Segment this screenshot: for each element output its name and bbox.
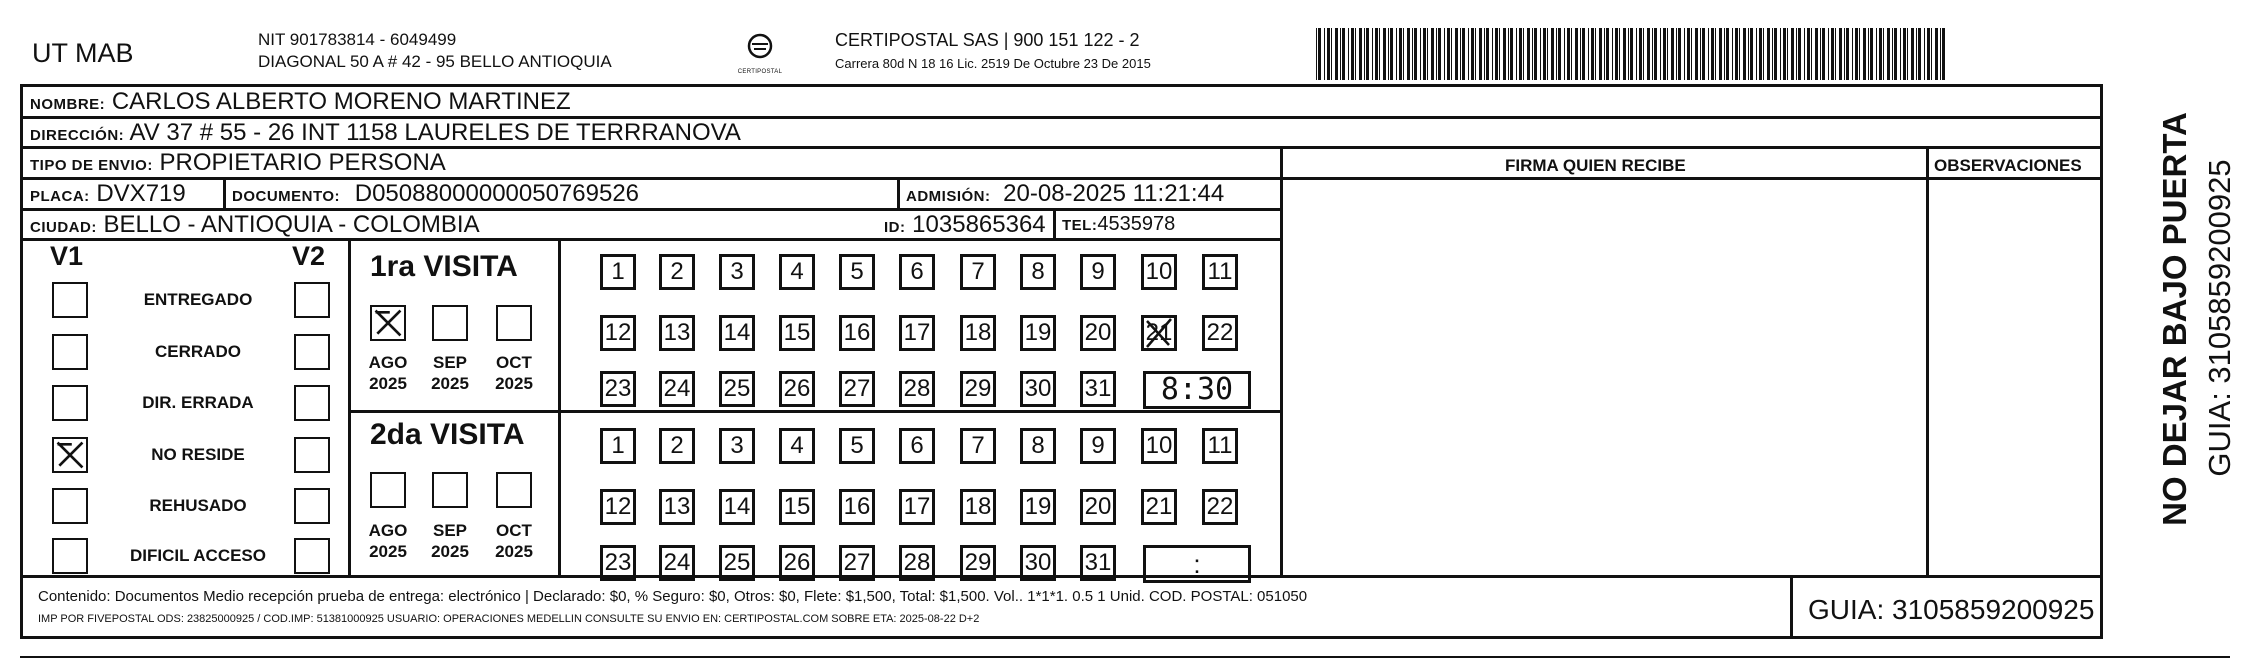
day-box[interactable]: 11 xyxy=(1202,254,1238,290)
v2-checkbox[interactable] xyxy=(294,538,330,574)
direccion-row: DIRECCIÓN: AV 37 # 55 - 26 INT 1158 LAURELES DE TERRRANOVA xyxy=(30,119,741,146)
tipo-envio-row: TIPO DE ENVIO: PROPIETARIO PERSONA xyxy=(30,149,446,176)
day-box[interactable]: 21 xyxy=(1141,489,1177,525)
day-box[interactable]: 10 xyxy=(1141,428,1177,464)
day-box[interactable]: 25 xyxy=(719,545,755,581)
documento-value: D05088000000050769526 xyxy=(354,180,640,207)
day-box[interactable]: 20 xyxy=(1080,489,1116,525)
side-guia: GUIA: 3105859200925 xyxy=(2202,159,2237,477)
barcode xyxy=(1316,28,1954,80)
day-box[interactable]: 21 xyxy=(1141,315,1177,351)
day-box[interactable]: 22 xyxy=(1202,315,1238,351)
month-label: AGO 2025 xyxy=(368,521,408,561)
ciudad-cell: CIUDAD: BELLO - ANTIOQUIA - COLOMBIA xyxy=(30,211,480,238)
status-label: CERRADO xyxy=(155,342,241,361)
v1-checkbox[interactable] xyxy=(52,437,88,473)
carrier-name: CERTIPOSTAL SAS | 900 151 122 - 2 xyxy=(835,30,1140,50)
day-box[interactable]: 28 xyxy=(899,545,935,581)
nombre-value: CARLOS ALBERTO MORENO MARTINEZ xyxy=(111,88,571,115)
company-address: DIAGONAL 50 A # 42 - 95 BELLO ANTIOQUIA xyxy=(258,52,612,71)
day-box[interactable]: 26 xyxy=(779,371,815,407)
v1-checkbox[interactable] xyxy=(52,282,88,318)
id-cell: ID: 1035865364 xyxy=(884,211,1046,238)
month-checkbox[interactable] xyxy=(496,472,532,508)
ciudad-value: BELLO - ANTIOQUIA - COLOMBIA xyxy=(103,211,480,238)
day-box[interactable]: 9 xyxy=(1080,428,1116,464)
v2-checkbox[interactable] xyxy=(294,282,330,318)
day-box[interactable]: 25 xyxy=(719,371,755,407)
day-box[interactable]: 10 xyxy=(1141,254,1177,290)
status-label: REHUSADO xyxy=(149,496,247,515)
day-box[interactable]: 20 xyxy=(1080,315,1116,351)
month-checkbox[interactable] xyxy=(496,305,532,341)
placa-value: DVX719 xyxy=(96,180,186,207)
day-box[interactable]: 24 xyxy=(659,545,695,581)
v2-header: V2 xyxy=(292,241,326,271)
day-box[interactable]: 13 xyxy=(659,489,695,525)
day-box[interactable]: 22 xyxy=(1202,489,1238,525)
day-box[interactable]: 15 xyxy=(779,489,815,525)
day-box[interactable]: 17 xyxy=(899,315,935,351)
day-box[interactable]: 30 xyxy=(1020,545,1056,581)
id-value: 1035865364 xyxy=(912,211,1046,238)
day-box[interactable]: 3 xyxy=(719,254,755,290)
day-box[interactable]: 27 xyxy=(839,371,875,407)
day-box[interactable]: 23 xyxy=(600,371,636,407)
day-box[interactable]: 7 xyxy=(960,428,996,464)
status-label: DIR. ERRADA xyxy=(142,393,254,412)
day-box[interactable]: 28 xyxy=(899,371,935,407)
day-box[interactable]: 18 xyxy=(960,489,996,525)
carrier-license: Carrera 80d N 18 16 Lic. 2519 De Octubre 23 De 2015 xyxy=(835,56,1151,71)
day-box[interactable]: 1 xyxy=(600,254,636,290)
first-visit-title: 1ra VISITA xyxy=(370,250,518,283)
v1-checkbox[interactable] xyxy=(52,538,88,574)
day-box[interactable]: 4 xyxy=(779,254,815,290)
day-box[interactable]: 31 xyxy=(1080,371,1116,407)
footer-imp: IMP POR FIVEPOSTAL ODS: 23825000925 / COD.IMP: 51381000925 USUARIO: OPERACIONES MEDELLIN CONSULTE SU ENVIO EN: CERTIPOSTAL.COM SOBRE ETA: 2025-08-22 D+2 xyxy=(38,613,980,625)
footer-contenido: Contenido: Documentos Medio recepción prueba de entrega: electrónico | Declarado: $0, % Seguro: $0, Otros: $0, Flete: $1,500, Total: $1,500. Vol.. 1*1*1. 0.5 1 Unid. COD. POSTAL: 051050 xyxy=(38,588,1308,605)
day-box[interactable]: 1 xyxy=(600,428,636,464)
placa-cell: PLACA: DVX719 xyxy=(30,180,186,207)
month-label: AGO 2025 xyxy=(368,353,408,393)
day-box[interactable]: 7 xyxy=(960,254,996,290)
day-box[interactable]: 4 xyxy=(779,428,815,464)
company-nit: NIT 901783814 - 6049499 xyxy=(258,30,457,49)
day-box[interactable]: 9 xyxy=(1080,254,1116,290)
month-checkbox[interactable] xyxy=(432,472,468,508)
tel-cell: TEL:4535978 xyxy=(1062,213,1176,235)
tel-value: 4535978 xyxy=(1097,213,1176,235)
day-box[interactable]: 29 xyxy=(960,371,996,407)
day-box[interactable]: 6 xyxy=(899,254,935,290)
side-warning: NO DEJAR BAJO PUERTA xyxy=(2156,112,2193,526)
v1-checkbox[interactable] xyxy=(52,385,88,421)
second-visit-title: 2da VISITA xyxy=(370,418,525,451)
company-name: UT MAB xyxy=(32,38,134,68)
month-checkbox[interactable] xyxy=(432,305,468,341)
admision-value: 20-08-2025 11:21:44 xyxy=(1003,180,1225,207)
status-label: NO RESIDE xyxy=(151,445,245,464)
v1-header: V1 xyxy=(50,241,84,271)
day-box[interactable]: 23 xyxy=(600,545,636,581)
status-label: ENTREGADO xyxy=(143,290,253,309)
month-label: OCT 2025 xyxy=(495,521,533,561)
day-box[interactable]: 8 xyxy=(1020,428,1056,464)
v1-checkbox[interactable] xyxy=(52,334,88,370)
day-box[interactable]: 19 xyxy=(1020,489,1056,525)
documento-cell: DOCUMENTO: D05088000000050769526 xyxy=(232,180,640,207)
day-box[interactable]: 27 xyxy=(839,545,875,581)
day-box[interactable]: 19 xyxy=(1020,315,1056,351)
day-box[interactable]: 16 xyxy=(839,315,875,351)
day-box[interactable]: 29 xyxy=(960,545,996,581)
side-warning-block xyxy=(2120,110,2237,560)
firma-header: FIRMA QUIEN RECIBE xyxy=(1505,156,1686,175)
day-box[interactable]: 3 xyxy=(719,428,755,464)
status-label: DIFICIL ACCESO xyxy=(129,546,266,565)
day-box[interactable]: 31 xyxy=(1080,545,1116,581)
day-box[interactable]: 14 xyxy=(719,315,755,351)
observaciones-header: OBSERVACIONES xyxy=(1934,156,2082,175)
month-checkbox[interactable] xyxy=(370,305,406,341)
direccion-value: AV 37 # 55 - 26 INT 1158 LAURELES DE TERRRANOVA xyxy=(129,119,741,146)
month-checkbox[interactable] xyxy=(370,472,406,508)
day-box[interactable]: 26 xyxy=(779,545,815,581)
day-box[interactable]: 17 xyxy=(899,489,935,525)
v1-checkbox[interactable] xyxy=(52,488,88,524)
day-box[interactable]: 6 xyxy=(899,428,935,464)
v2-checkbox[interactable] xyxy=(294,334,330,370)
month-label: SEP 2025 xyxy=(431,521,469,561)
month-label: OCT 2025 xyxy=(495,353,533,393)
day-box[interactable]: 5 xyxy=(839,428,875,464)
day-box[interactable]: 13 xyxy=(659,315,695,351)
day-box[interactable]: 12 xyxy=(600,315,636,351)
v2-checkbox[interactable] xyxy=(294,488,330,524)
day-box[interactable]: 2 xyxy=(659,428,695,464)
day-box[interactable]: 15 xyxy=(779,315,815,351)
nombre-row: NOMBRE: CARLOS ALBERTO MORENO MARTINEZ xyxy=(30,88,571,115)
day-box[interactable]: 24 xyxy=(659,371,695,407)
time-box[interactable]: 8:30 xyxy=(1143,371,1251,409)
carrier-logo: CERTIPOSTAL xyxy=(730,32,790,72)
day-box[interactable]: 8 xyxy=(1020,254,1056,290)
day-box[interactable]: 14 xyxy=(719,489,755,525)
day-box[interactable]: 12 xyxy=(600,489,636,525)
footer-guia: GUIA: 3105859200925 xyxy=(1808,594,2095,625)
time-box[interactable]: : xyxy=(1143,545,1251,583)
v2-checkbox[interactable] xyxy=(294,437,330,473)
day-box[interactable]: 30 xyxy=(1020,371,1056,407)
day-box[interactable]: 18 xyxy=(960,315,996,351)
tipo-envio-value: PROPIETARIO PERSONA xyxy=(159,149,446,176)
v2-checkbox[interactable] xyxy=(294,385,330,421)
day-box[interactable]: 5 xyxy=(839,254,875,290)
day-box[interactable]: 16 xyxy=(839,489,875,525)
day-box[interactable]: 11 xyxy=(1202,428,1238,464)
day-box[interactable]: 2 xyxy=(659,254,695,290)
admision-cell: ADMISIÓN: 20-08-2025 11:21:44 xyxy=(906,180,1225,207)
month-label: SEP 2025 xyxy=(431,353,469,393)
